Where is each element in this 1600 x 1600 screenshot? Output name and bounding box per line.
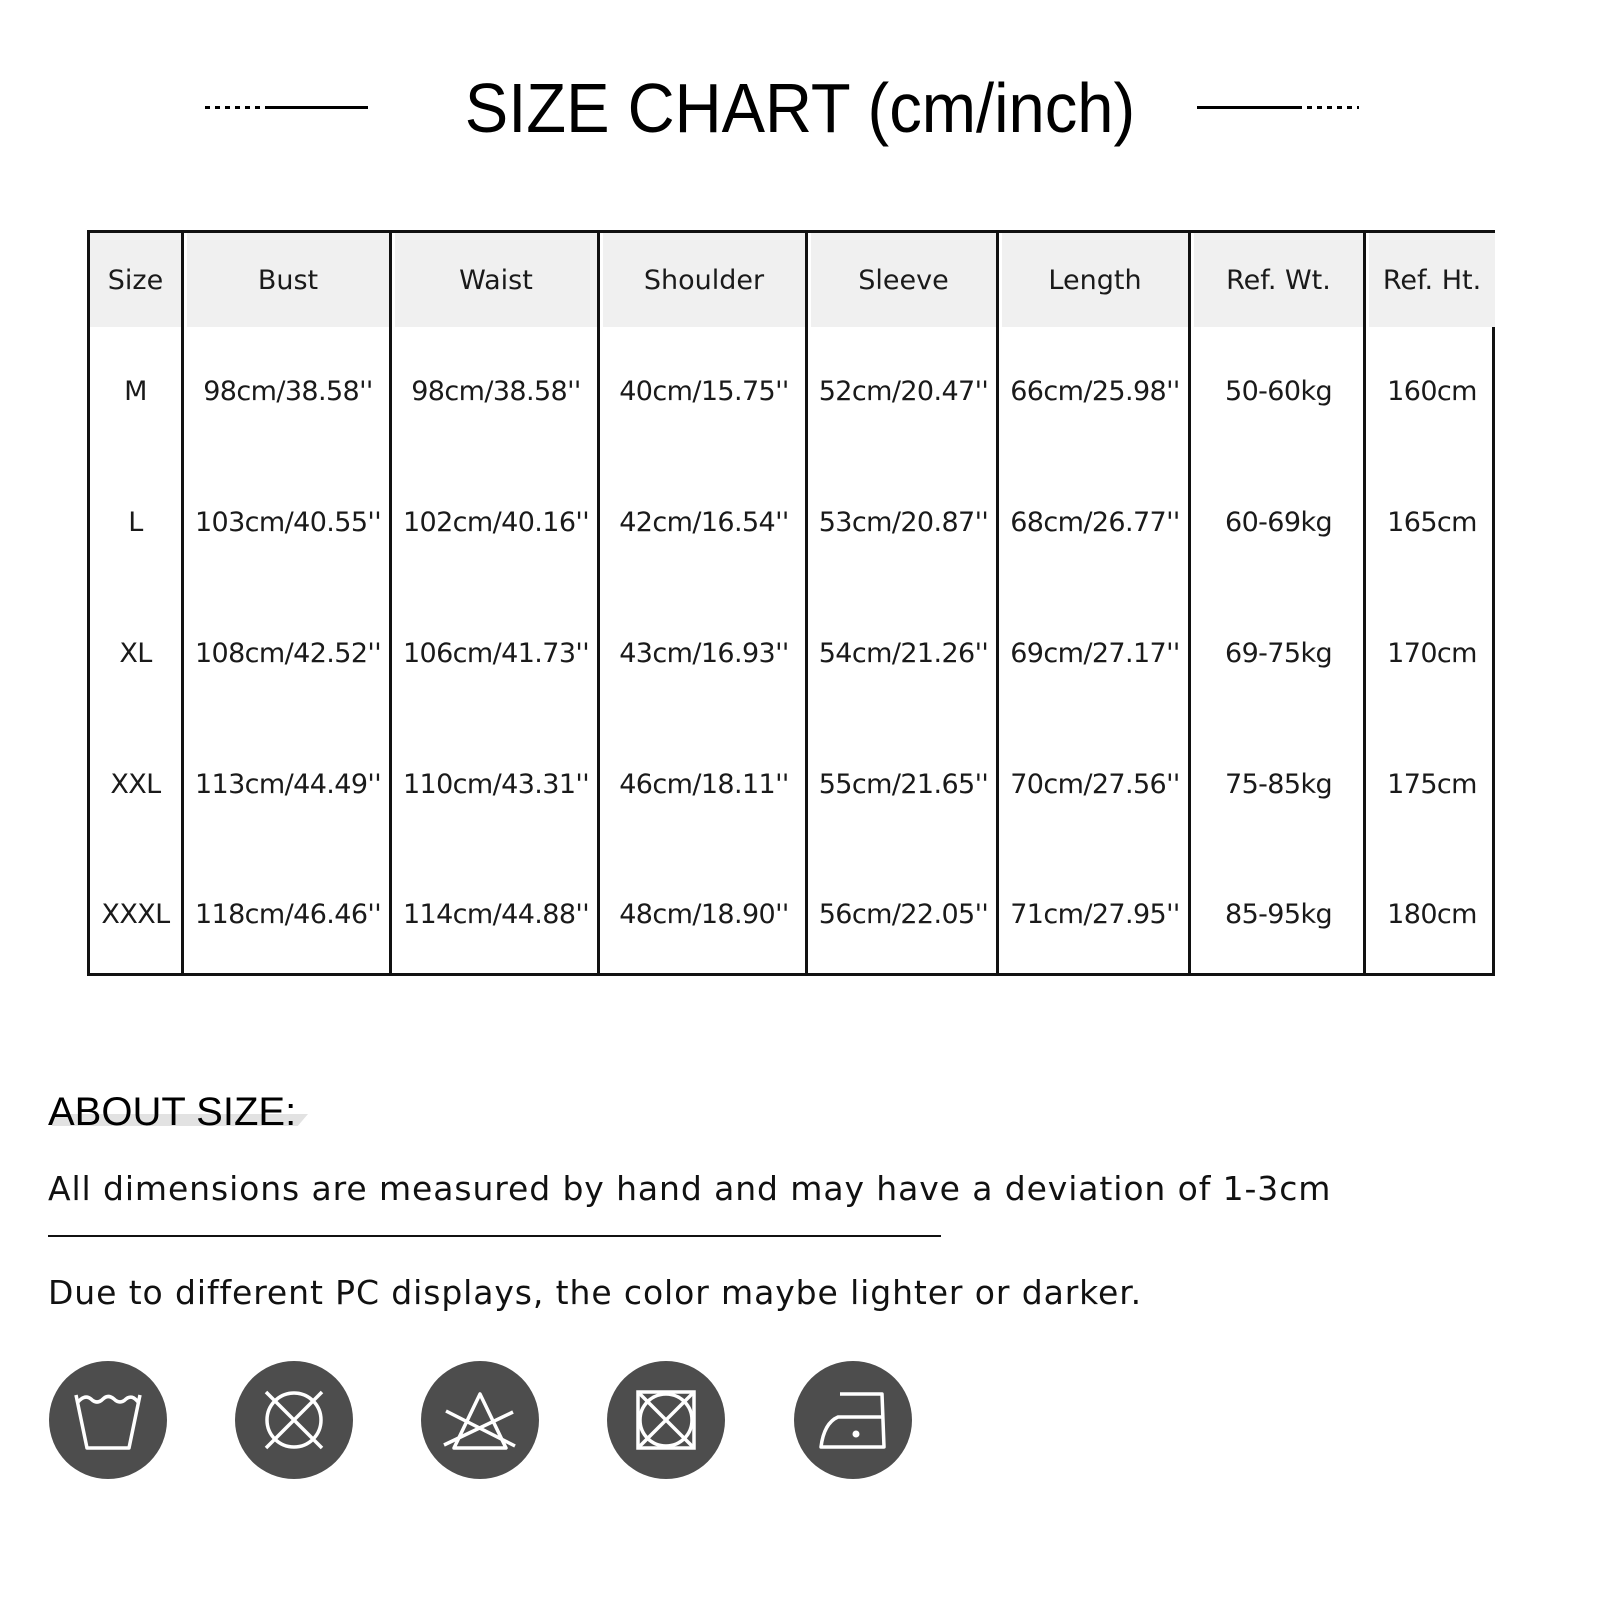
column-header: Shoulder <box>603 233 805 327</box>
column-waist <box>392 233 600 973</box>
title-right-line <box>1197 106 1297 109</box>
table-cell: 68cm/26.77'' <box>1010 506 1180 538</box>
table-cell: XXXL <box>101 898 170 930</box>
iron-low-heat-icon <box>794 1361 912 1479</box>
column-size <box>90 233 184 973</box>
column-ref-weight <box>1191 233 1366 973</box>
about-size-title: ABOUT SIZE: <box>48 1090 297 1134</box>
title-row <box>0 62 1600 154</box>
column-header: Ref. Wt. <box>1194 233 1363 327</box>
table-cell: 75-85kg <box>1224 768 1333 800</box>
table-cell: 106cm/41.73'' <box>402 637 590 669</box>
note-divider <box>48 1235 941 1237</box>
table-cell: 69-75kg <box>1224 637 1333 669</box>
column-header: Size <box>90 233 181 327</box>
table-cell: 114cm/44.88'' <box>402 898 590 930</box>
hand-wash-icon <box>49 1361 167 1479</box>
table-cell: 170cm <box>1387 637 1477 669</box>
column-ref-height <box>1366 233 1495 973</box>
table-cell: 165cm <box>1387 506 1477 538</box>
table-cell: 108cm/42.52'' <box>194 637 382 669</box>
column-header: Bust <box>187 233 389 327</box>
do-not-dry-clean-icon <box>235 1361 353 1479</box>
column-header: Sleeve <box>811 233 996 327</box>
table-cell: 102cm/40.16'' <box>402 506 590 538</box>
measurement-note: All dimensions are measured by hand and may have a deviation of 1-3cm <box>48 1169 1332 1208</box>
table-cell: 40cm/15.75'' <box>619 375 789 407</box>
table-cell: 50-60kg <box>1224 375 1333 407</box>
table-cell: 175cm <box>1387 768 1477 800</box>
size-table <box>87 230 1495 976</box>
table-cell: 54cm/21.26'' <box>818 637 989 669</box>
column-header: Waist <box>395 233 597 327</box>
table-cell: 69cm/27.17'' <box>1010 637 1180 669</box>
table-cell: 70cm/27.56'' <box>1010 768 1180 800</box>
table-cell: XXL <box>110 768 161 800</box>
table-cell: 48cm/18.90'' <box>619 898 789 930</box>
table-cell: 43cm/16.93'' <box>619 637 789 669</box>
color-note: Due to different PC displays, the color maybe lighter or darker. <box>48 1273 1143 1312</box>
table-cell: 118cm/46.46'' <box>194 898 382 930</box>
table-cell: L <box>128 506 143 538</box>
table-cell: XL <box>119 637 152 669</box>
table-cell: 42cm/16.54'' <box>619 506 789 538</box>
table-cell: 66cm/25.98'' <box>1010 375 1180 407</box>
table-cell: 52cm/20.47'' <box>818 375 989 407</box>
table-cell: 53cm/20.87'' <box>818 506 989 538</box>
table-cell: 160cm <box>1387 375 1477 407</box>
table-cell: 71cm/27.95'' <box>1010 898 1180 930</box>
column-bust <box>184 233 392 973</box>
table-cell: 56cm/22.05'' <box>818 898 989 930</box>
table-cell: 180cm <box>1387 898 1477 930</box>
do-not-bleach-icon <box>421 1361 539 1479</box>
table-cell: 85-95kg <box>1224 898 1333 930</box>
title-right-dots <box>1297 106 1359 109</box>
table-cell: 110cm/43.31'' <box>402 768 590 800</box>
do-not-tumble-dry-icon <box>607 1361 725 1479</box>
table-cell: 103cm/40.55'' <box>194 506 382 538</box>
table-cell: 55cm/21.65'' <box>818 768 989 800</box>
column-header: Length <box>1002 233 1188 327</box>
column-sleeve <box>808 233 999 973</box>
table-cell: 113cm/44.49'' <box>194 768 382 800</box>
table-cell: 46cm/18.11'' <box>619 768 789 800</box>
column-length <box>999 233 1191 973</box>
column-header: Ref. Ht. <box>1369 233 1495 327</box>
column-shoulder <box>600 233 808 973</box>
table-cell: 98cm/38.58'' <box>411 375 581 407</box>
table-cell: 98cm/38.58'' <box>203 375 373 407</box>
page-title: SIZE CHART (cm/inch) <box>464 69 1136 147</box>
table-cell: M <box>124 375 147 407</box>
table-cell: 60-69kg <box>1224 506 1333 538</box>
